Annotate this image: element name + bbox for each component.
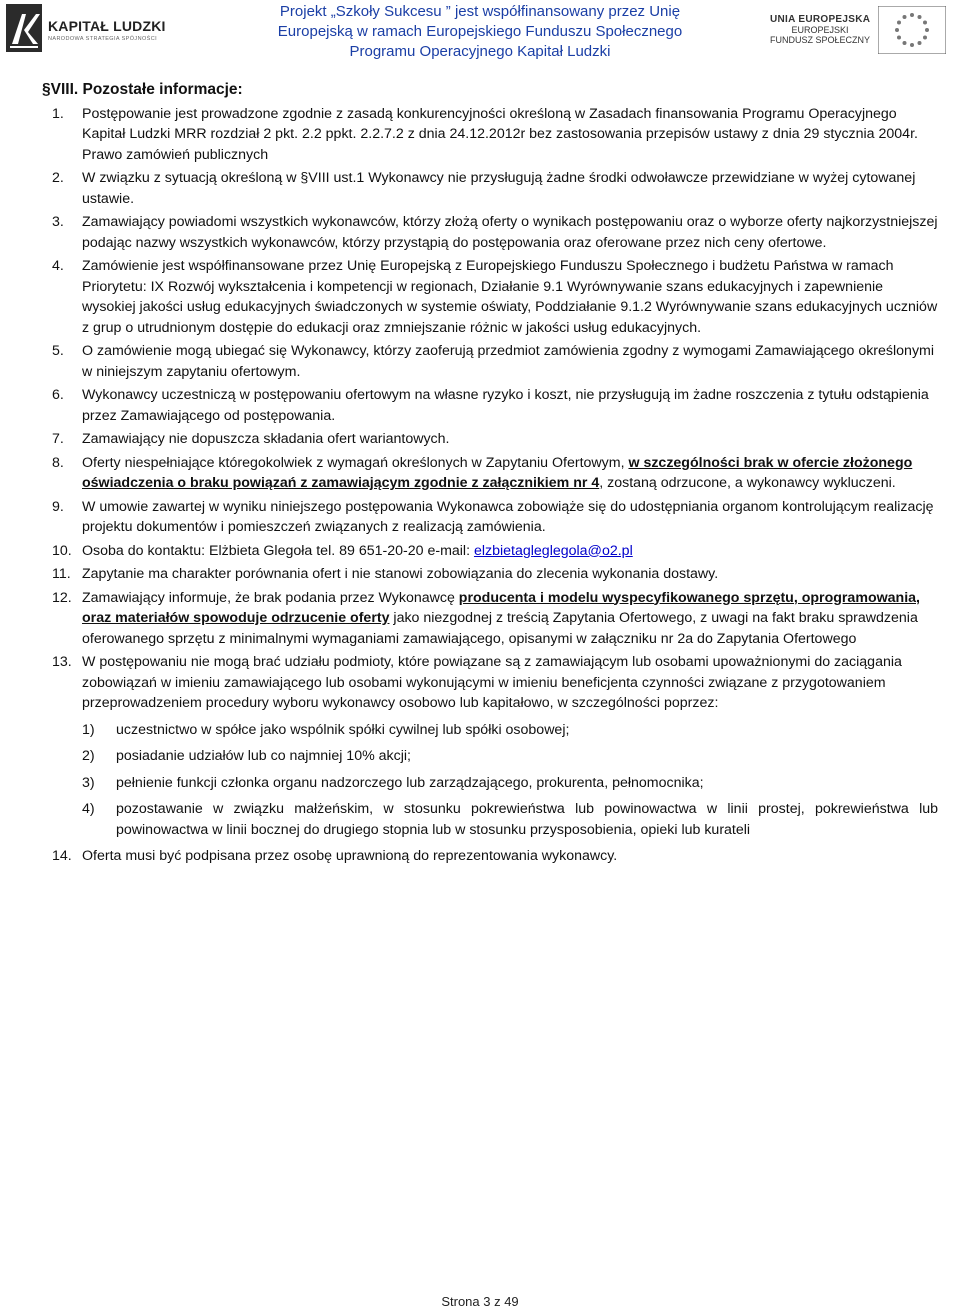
item-text: Zamawiający nie dopuszcza składania ofert wariantowych. [82, 431, 450, 447]
page-header [0, 0, 960, 62]
item-text: W postępowaniu nie mogą brać udziału podmioty, które powiązane są z zamawiającym lub osobami upoważnionymi do zaciągania zobowiązań w imieniu zamawiającego lub osobami wykonującymi w imieniu beneficjenta czynności związane z przygotowaniem przeprowadzeniem procedury wyboru wykonawcy osobowo lub kapitałowo, w szczególności poprzez: [82, 654, 902, 711]
project-header-text [270, 2, 690, 62]
sub-item-text: pozostawanie w związku małżeńskim, w stosunku pokrewieństwa lub powinowactwa w linii prostej, pokrewieństwa lub powinowactwa w linii bocznej do drugiego stopnia lub w stosunku przysposobienia, opieki lub kurateli [116, 801, 938, 838]
list-item [52, 453, 938, 494]
eu-logo-line-1: UNIA EUROPEJSKA [770, 14, 871, 25]
item-number: 6. [52, 387, 64, 403]
kapital-ludzki-logo [6, 4, 166, 52]
sub-item-text: uczestnictwo w spółce jako wspólnik spółki cywilnej lub spółki osobowej; [116, 721, 570, 738]
sub-item-number: 2) [82, 748, 95, 764]
sub-item-number: 4) [82, 801, 95, 817]
list-item [52, 564, 938, 585]
document-body [42, 80, 938, 870]
contact-email-link[interactable]: elzbietagleglegola@o2.pl [473, 542, 633, 559]
list-item [52, 385, 938, 426]
list-item [52, 104, 938, 166]
sub-list-item [82, 720, 938, 741]
eu-logo [770, 6, 955, 56]
item-text: W związku z sytuacją określoną w §VIII ust.1 Wykonawcy nie przysługują żadne środki odwoławcze przewidziane w wyżej cytowanej ustawie. [82, 170, 916, 207]
item-text-before: Oferty niespełniające któregokolwiek z wymagań określonych w Zapytaniu Ofertowym, [82, 454, 629, 471]
item-number: 12. [52, 589, 72, 606]
sub-item-number: 3) [82, 774, 95, 791]
list-item [52, 212, 938, 253]
item-number: 10. [52, 542, 72, 559]
sub-item-text: pełnienie funkcji członka organu nadzorczego lub zarządzającego, prokurenta, pełnomocnika; [116, 774, 704, 791]
logo-title: KAPITAŁ LUDZKI [48, 18, 166, 34]
header-line-1: Projekt „Szkoły Sukcesu ” jest współfinansowany przez Unię [279, 3, 681, 20]
item-number: 11. [52, 566, 71, 582]
sub-list-item [82, 746, 938, 767]
list-item [52, 256, 938, 338]
item-text-before: Osoba do kontaktu: Elżbieta Glegoła tel. 89 651-20-20 e-mail: [82, 542, 474, 559]
kapital-ludzki-mark-icon [6, 4, 42, 52]
eu-flag-icon [878, 6, 946, 54]
item-number: 3. [52, 214, 64, 230]
item-text-before: Zamawiający informuje, że brak podania przez Wykonawcę [82, 589, 459, 606]
sub-item-number: 1) [82, 721, 95, 738]
item-text: O zamówienie mogą ubiegać się Wykonawcy, którzy zaoferują przedmiot zamówienia zgodny z wymogami Zamawiającego określonymi w niniejszym zapytaniu ofertowym. [82, 343, 935, 380]
list-item [52, 429, 938, 450]
item-text-after: jako niezgodnej z treścią Zapytania Ofertowego, z uwagi na fakt braku sprawdzenia oferowanego sprzętu z minimalnymi wymaganiami zamawiającego, opisanymi w załączniku nr 2a do Zapytania Ofertowego [82, 610, 918, 647]
list-item [52, 588, 938, 650]
item-number: 5. [52, 343, 64, 359]
list-item [52, 341, 938, 382]
header-line-3: Programu Operacyjnego Kapitał Ludzki [349, 43, 611, 60]
item-number: 13. [52, 654, 72, 670]
item-number: 4. [52, 258, 64, 274]
item-text: W umowie zawartej w wyniku niniejszego postępowania Wykonawca zobowiąże się do udostępniania organom kontrolującym realizację projektu dokumentów i pomieszczeń związanych z realizacją zamówienia. [82, 498, 934, 535]
sub-list-item [82, 773, 938, 794]
item-number: 9. [52, 498, 64, 515]
item-underlined-text: producenta i modelu wyspecyfikowanego sprzętu, oprogramowania, oraz materiałów spowoduje odrzucenie oferty [82, 589, 920, 626]
item-text: Oferta musi być podpisana przez osobę uprawnioną do reprezentowania wykonawcy. [82, 848, 618, 864]
sub-list-item [82, 799, 938, 840]
sub-item-text: posiadanie udziałów lub co najmniej 10% akcji; [116, 748, 411, 764]
list-item [52, 541, 938, 562]
item-underlined-text: w szczególności brak w ofercie złożonego oświadczenia o braku powiązań z zamawiającym zgodnie z załącznikiem nr 4 [82, 454, 913, 491]
item-text: Zamówienie jest współfinansowane przez Unię Europejską z Europejskiego Funduszu Społecznego i budżetu Państwa w ramach Priorytetu: IX Rozwój wykształcenia i kompetencji w regionach, Działanie 9.1 Wyrównywanie szans edukacyjnych i zapewnienie wysokiej jakości usług edukacyjnych świadczonych w systemie oświaty, Poddziałanie 9.1.2 Wyrównywanie szans edukacyjnych uczniów z grup o utrudnionym dostępie do edukacji oraz zmniejszanie różnic w jakości usług edukacyjnych. [82, 258, 938, 336]
list-item [52, 846, 938, 867]
list-item [52, 168, 938, 209]
item-text: Zapytanie ma charakter porównania ofert i nie stanowi zobowiązania do zlecenia wykonania dostawy. [82, 566, 719, 582]
section-title: §VIII. Pozostałe informacje: [42, 81, 243, 98]
item-text: Zamawiający powiadomi wszystkich wykonawców, którzy złożą oferty o wynikach postępowaniu oraz o wyborze oferty najkorzystniejszej podając nazwy wszystkich wykonawców, którzy przystąpią do postępowania oraz oferowane przez nich ceny ofertowe. [82, 214, 938, 251]
item-number: 14. [52, 848, 72, 864]
logo-subtitle: NARODOWA STRATEGIA SPÓJNOŚCI [48, 36, 157, 42]
list-item [52, 652, 938, 840]
eu-logo-text [770, 14, 870, 45]
item-text: Postępowanie jest prowadzone zgodnie z zasadą konkurencyjności określoną w Zasadach finansowania Programu Operacyjnego Kapitał Ludzki MRR rozdział 2 pkt. 2.2 ppkt. 2.2.7.2 z dnia 24.12.2012r bez zastosowania przepisów ustawy z dnia 29 stycznia 2004r. Prawo zamówień publicznych [82, 105, 918, 163]
eu-logo-line-2: EUROPEJSKI [791, 25, 849, 35]
item-number: 2. [52, 170, 64, 186]
header-line-2: Europejską w ramach Europejskiego Funduszu Społecznego [277, 23, 683, 40]
item-number: 1. [52, 105, 64, 122]
page-number: Strona 3 z 49 [441, 1294, 519, 1309]
item-text-after: , zostaną odrzucone, a wykonawcy wykluczeni. [599, 475, 896, 491]
item-number: 8. [52, 454, 64, 471]
item-text: Wykonawcy uczestniczą w postępowaniu ofertowym na własne ryzyko i koszt, nie przysługują im żadne roszczenia z tytułu odstąpienia przez Zamawiającego od postępowania. [82, 387, 929, 424]
eu-logo-line-3: FUNDUSZ SPOŁECZNY [770, 35, 871, 45]
list-item [52, 497, 938, 538]
item-number: 7. [52, 431, 64, 447]
